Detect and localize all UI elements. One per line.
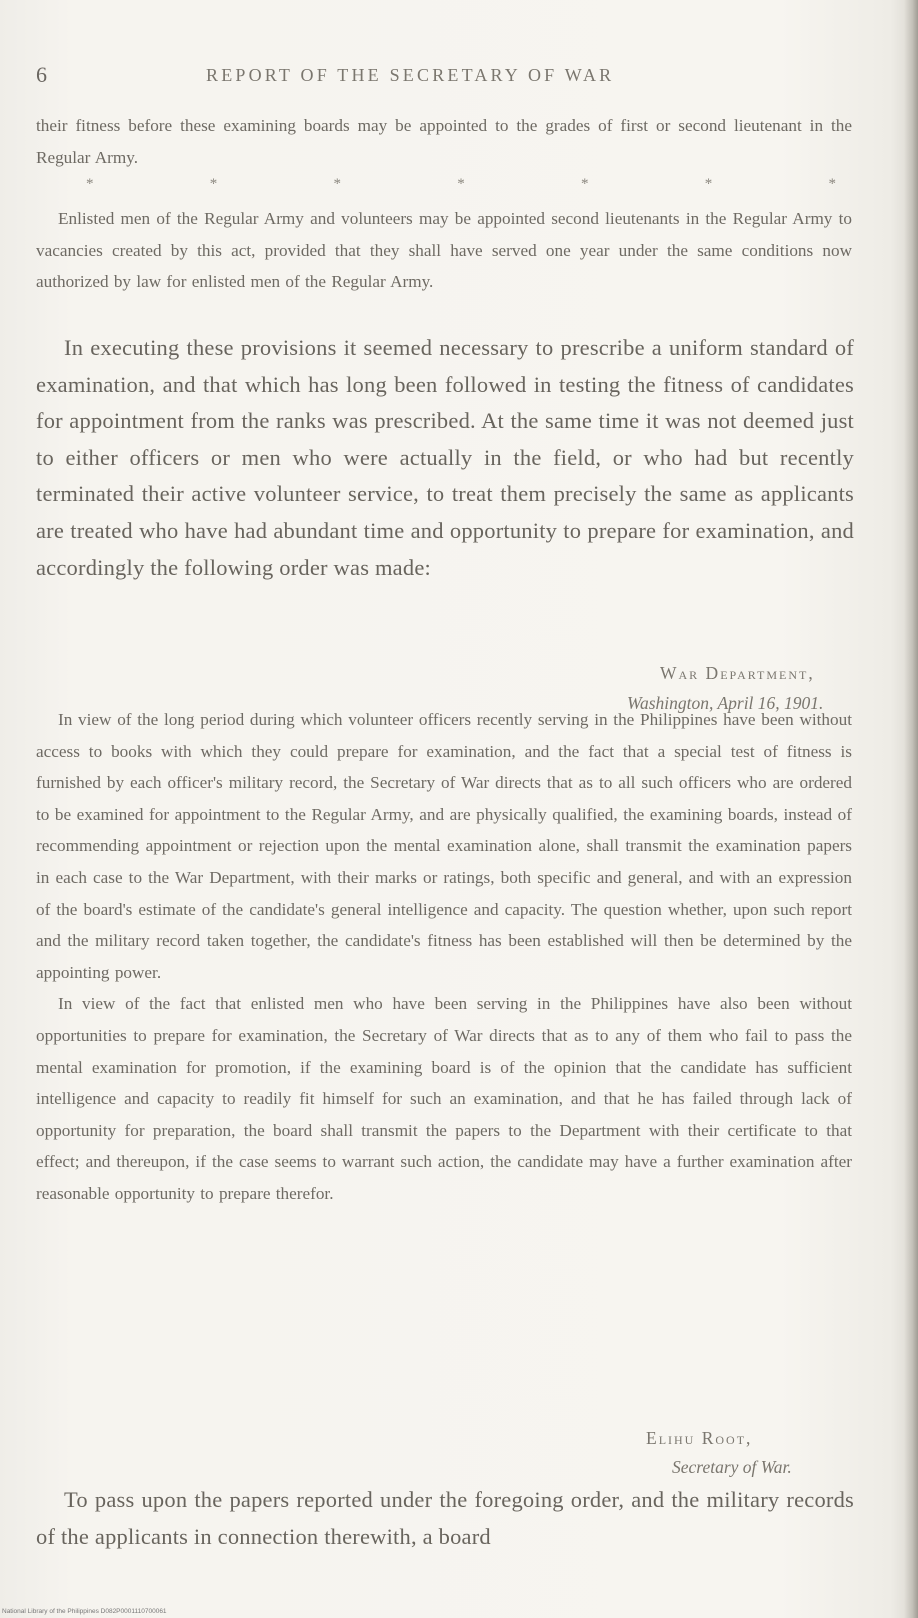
quoted-excerpt-top [36, 110, 852, 173]
scan-credit: National Library of the Philippines D082P0001110700061 [2, 1608, 167, 1615]
page-edge-shadow [904, 0, 918, 1618]
quoted-excerpt-bottom [36, 203, 852, 298]
body-paragraph-2 [36, 1482, 854, 1555]
signature-title: Secretary of War. [672, 1457, 792, 1477]
body-paragraph-1 [36, 330, 854, 586]
order-paragraph: In view of the long period during which volunteer officers recently serving in the Philippines have been without access to books with which they could prepare for examination, and the fact that a special test of fitness is furnished by each officer's military record, the Secretary of War directs that as to all such officers who are ordered to be examined for appointment to the Regular Army, and are physically qualified, the examining boards, instead of recommending appointment or rejection upon the mental examination alone, shall transmit the examination papers in each case to the War Department, with their marks or ratings, both specific and general, and with an expression of the board's estimate of the candidate's general intelligence and capacity. The question whether, upon such report and the military record taken together, the candidate's fitness has been established will then be determined by the appointing power. [36, 710, 852, 982]
ellipsis-star: * [457, 176, 465, 192]
page-header [36, 62, 876, 92]
order-text [36, 704, 852, 1210]
signature-name: Elihu Root, [646, 1428, 753, 1448]
page-number: 6 [36, 62, 47, 87]
order-department: War Department, [660, 663, 815, 683]
order-paragraph: In view of the fact that enlisted men who have been serving in the Philippines have also been without opportunities to prepare for examination, the Secretary of War directs that as to any of them who fail to pass the mental examination for promotion, if the examining board is of the opinion that the candidate has sufficient intelligence and capacity to readily fit himself for such an examination, and that he has failed through lack of opportunity for preparation, the board shall transmit the papers to the Department with their certificate to that effect; and thereupon, if the case seems to warrant such action, the candidate may have a further examination after reasonable opportunity to prepare therefor. [36, 994, 852, 1203]
excerpt-paragraph: Enlisted men of the Regular Army and volunteers may be appointed second lieutenants in the Regular Army to vacancies created by this act, provided that they shall have served one year under the same conditions now authorized by law for enlisted men of the Regular Army. [36, 209, 852, 291]
ellipsis-star: * [828, 176, 836, 192]
body-text: In executing these provisions it seemed necessary to prescribe a uniform standard of examination, and that which has long been followed in testing the fitness of candidates for appointment from the ranks was prescribed. At the same time it was not deemed just to either officers or men who were actually in the field, or who had but recently terminated their active volunteer service, to treat them precisely the same as applicants are treated who have had abundant time and opportunity to prepare for examination, and accordingly the following order was made: [36, 335, 854, 580]
ellipsis-star: * [333, 176, 341, 192]
running-head: REPORT OF THE SECRETARY OF WAR [206, 65, 615, 85]
ellipsis-star: * [86, 176, 94, 192]
order-place-date: Washington, April 16, 1901. [627, 693, 824, 713]
ellipsis-stars [36, 176, 856, 193]
ellipsis-star: * [704, 176, 713, 192]
ellipsis-star: * [209, 176, 218, 192]
excerpt-paragraph: their fitness before these examining boards may be appointed to the grades of first or second lieutenant in the Regular Army. [36, 116, 852, 167]
ellipsis-star: * [581, 176, 589, 192]
body-text: To pass upon the papers reported under the foregoing order, and the military records of the applicants in connection therewith, a board [36, 1487, 854, 1549]
